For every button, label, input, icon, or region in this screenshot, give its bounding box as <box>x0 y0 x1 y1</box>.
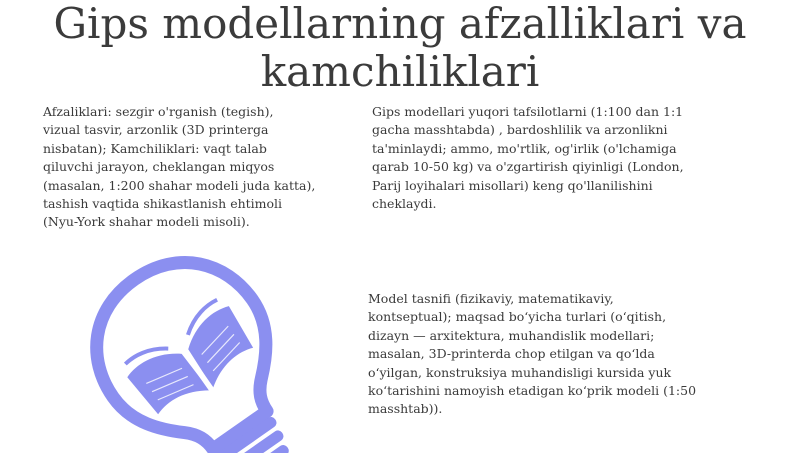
advantages-disadvantages-text: Afzaliklari: sezgir o'rganish (tegish), vizual tasvir, arzonlik (3D printerga nisbatan); Kamchiliklari: vaqt talab qiluvchi jarayon, cheklangan miqyos (masalan, 1:200 shahar modeli juda katta), tashish vaqtida shikastlanish ehtimoli (Nyu-York shahar modeli misoli). <box>43 104 316 230</box>
plaster-models-summary-text: Gips modellari yuqori tafsilotlarni (1:100 dan 1:1 gacha masshtabda) , bardoshlilik va arzonlikni ta'minlaydi; ammo, mo'rtlik, og'irlik (o'lchamiga qarab 10-50 kg) va o'zgartirish qiyinligi (London, Parij loyihalari misollari) keng qo'llanilishini cheklaydi. <box>372 104 684 212</box>
lightbulb-book-icon <box>78 253 308 453</box>
model-classification-text: Model tasnifi (fizikaviy, matematikaviy, kontseptual); maqsad bo‘yicha turlari (o‘qitish, dizayn — arxitektura, muhandislik modellari; masalan, 3D-printerda chop etilgan va qo‘lda o‘yilgan, konstruksiya muhandisligi kursida yuk ko‘tarishini namoyish etadigan ko‘prik modeli (1:50 masshtab)). <box>368 291 697 417</box>
slide-title: Gips modellarning afzalliklari va kamchiliklari <box>53 0 747 96</box>
